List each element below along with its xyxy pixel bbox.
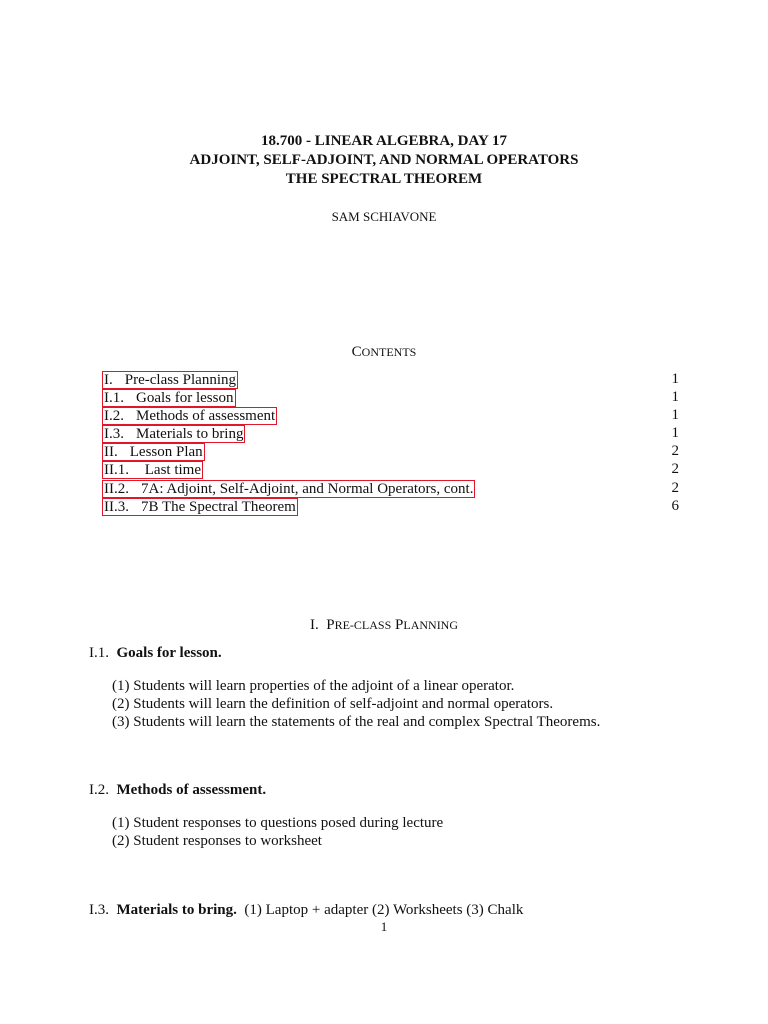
toc-entry [102,461,679,479]
contents-heading [0,344,768,361]
toc-entry [102,498,679,516]
toc-entry [102,480,679,498]
list-item: (2) Students will learn the definition of self-adjoint and normal operators. [112,696,554,712]
toc-title: Lesson Plan [129,444,203,460]
section-heading-part: RE-CLASS [334,618,392,632]
toc-title: 7A: Adjoint, Self-Adjoint, and Normal Operators, cont. [141,481,474,497]
subsection-assessment-heading [89,782,266,799]
toc-page-number: 2 [671,480,679,496]
goals-list [112,677,600,731]
section-heading-initial: P [395,617,404,633]
toc-title: Methods of assessment [136,408,276,424]
toc-number: I. [104,372,113,388]
toc-page-number: 6 [671,498,679,514]
toc-page-number: 2 [671,461,679,477]
title-line-2: ADJOINT, SELF-ADJOINT, AND NORMAL OPERATORS [189,152,579,168]
toc-entry [102,443,679,461]
toc-entry [102,407,679,425]
toc-number: II.3. [104,499,129,515]
list-item: (1) Student responses to questions posed during lecture [112,815,444,831]
toc-entry [102,389,679,407]
subsection-title: Materials to bring. [116,902,237,918]
subsection-number: I.3. [89,902,109,918]
subsection-title: Goals for lesson. [116,645,222,661]
toc-link-last-time[interactable] [102,461,203,479]
contents-heading-rest: ONTENTS [361,345,417,359]
toc-page-number: 1 [671,371,679,387]
toc-number: I.3. [104,426,124,442]
subsection-goals-heading [89,645,222,662]
toc-title: Goals for lesson [136,390,234,406]
list-item: (2) Student responses to worksheet [112,833,322,849]
section-heading-initial: P [326,617,335,633]
title-line-3: THE SPECTRAL THEOREM [285,171,483,187]
section-heading [0,617,768,634]
toc-link-spectral-theorem[interactable] [102,498,298,516]
toc-title: Last time [141,462,201,478]
toc-link-lesson-plan[interactable] [102,443,205,461]
section-heading-part: LANNING [403,618,459,632]
toc-link-adjoint-operators[interactable] [102,480,475,498]
toc-number: II. [104,444,118,460]
section-number: I. [309,617,319,633]
subsection-materials [89,902,523,919]
toc-number: II.2. [104,481,129,497]
toc-page-number: 1 [671,407,679,423]
title-line-1: 18.700 - LINEAR ALGEBRA, DAY 17 [260,133,507,149]
toc-title: Pre-class Planning [124,372,236,388]
assessment-list [112,814,443,850]
toc-entry [102,371,679,389]
toc-link-materials-to-bring[interactable] [102,425,245,443]
toc-link-methods-of-assessment[interactable] [102,407,277,425]
list-item: (3) Students will learn the statements of the real and complex Spectral Theorems. [112,714,601,730]
toc-link-goals-for-lesson[interactable] [102,389,236,407]
toc-title: Materials to bring [136,426,244,442]
toc-number: I.2. [104,408,124,424]
subsection-title: Methods of assessment. [116,782,267,798]
toc-page-number: 1 [671,389,679,405]
toc-number: I.1. [104,390,124,406]
list-item: (1) Students will learn properties of the adjoint of a linear operator. [112,678,515,694]
materials-text: (1) Laptop + adapter (2) Worksheets (3) Chalk [244,902,524,918]
toc-number: II.1. [104,462,129,478]
author: SAM SCHIAVONE [331,209,437,224]
subsection-number: I.1. [89,645,109,661]
toc-page-number: 1 [671,425,679,441]
toc-link-pre-class-planning[interactable] [102,371,238,389]
contents-heading-initial: C [351,344,362,360]
toc-title: 7B The Spectral Theorem [141,499,296,515]
subsection-number: I.2. [89,782,109,798]
toc-entry [102,425,679,443]
toc-page-number: 2 [671,443,679,459]
page-number: 1 [380,919,388,934]
